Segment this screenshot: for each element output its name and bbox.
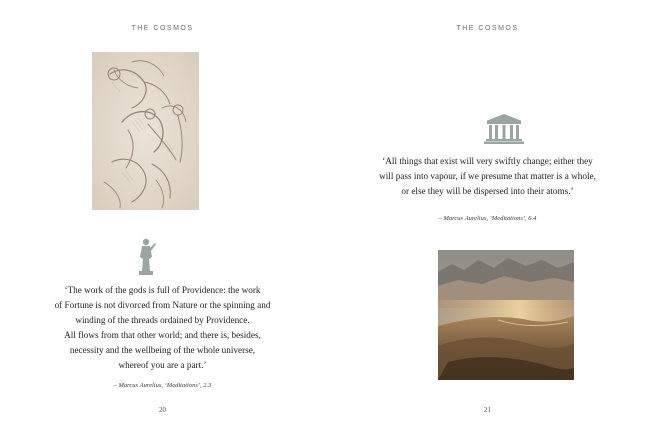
page-number: 20 [159,406,166,414]
quote-line: of Fortune is not divorced from Nature or the spinning and [54,300,271,310]
dunes-image [438,250,574,380]
quote-line: whereof you are a part.’ [118,360,207,370]
running-head: THE COSMOS [456,25,519,32]
right-attribution: – Marcus Aurelius, ‘Meditations’, 6.4 [438,215,537,222]
greek-temple-icon [484,113,524,150]
temple-icon [484,113,524,145]
right-page [325,0,650,430]
figure-sketch-image [92,52,199,210]
sketch-drawing [92,52,199,210]
quote-line: or else they will be dispersed into their atoms.’ [401,186,574,196]
quote-line: will pass into vapour, if we presume that matter is a whole, [379,171,596,181]
right-quote [335,154,640,199]
quote-line: necessity and the wellbeing of the whole universe, [69,345,256,355]
statue-icon [134,237,158,277]
left-attribution: – Marcus Aurelius, ‘Meditations’, 2.3 [113,382,212,389]
left-quote [12,283,313,373]
quote-line: winding of the threads ordained by Providence. [75,315,250,325]
quote-line: ‘All things that exist will very swiftly change; either they [382,156,593,166]
classical-statue-icon [134,237,158,282]
quote-line: All flows from that other world; and there is, besides, [64,330,261,340]
page-number: 21 [484,406,491,414]
running-head: THE COSMOS [131,25,194,32]
quote-line: ‘The work of the gods is full of Providence: the work [64,285,261,295]
desert-dunes-photo [438,250,574,380]
